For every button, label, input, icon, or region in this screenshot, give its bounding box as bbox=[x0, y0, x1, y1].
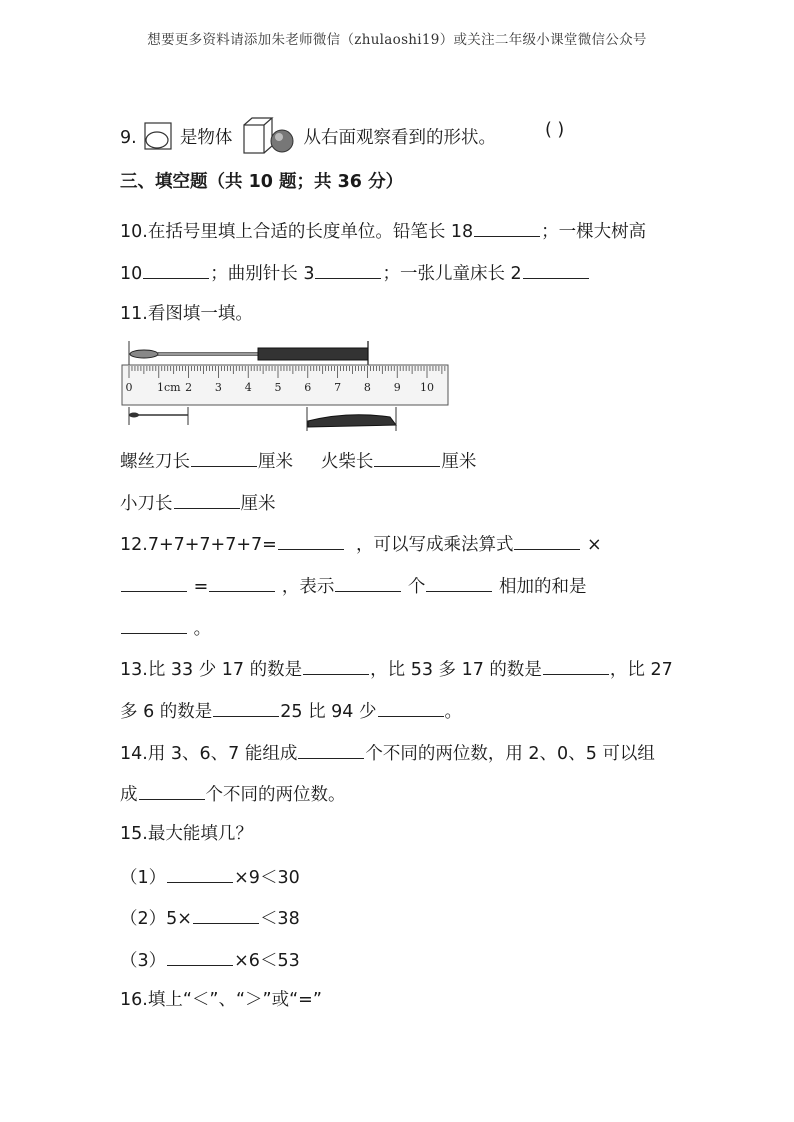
question-10-line-2 bbox=[120, 260, 590, 286]
answer-blank[interactable] bbox=[193, 905, 259, 924]
answer-blank[interactable] bbox=[543, 656, 609, 675]
answer-blank[interactable] bbox=[167, 864, 233, 883]
question-text: × bbox=[587, 535, 602, 555]
question-text: 个不同的两位数。 bbox=[205, 785, 346, 805]
question-text: 火柴长 bbox=[320, 452, 374, 472]
question-text: 。 bbox=[193, 619, 212, 639]
answer-blank[interactable] bbox=[426, 573, 492, 592]
circle-shape-figure bbox=[144, 122, 172, 150]
question-text: 厘米 bbox=[441, 452, 477, 472]
match-image bbox=[129, 407, 188, 425]
ruler-label: 10 bbox=[420, 381, 434, 394]
question-text: 是物体 bbox=[179, 128, 233, 148]
question-15-title: 15.最大能填几？ bbox=[120, 824, 253, 844]
item-text: ＜38 bbox=[259, 909, 300, 929]
question-15-item-2 bbox=[120, 905, 300, 931]
ruler-label: 0 bbox=[125, 381, 133, 394]
answer-blank[interactable] bbox=[278, 531, 344, 550]
question-16-title: 16.填上“＜”、“＞”或“=” bbox=[120, 990, 322, 1010]
question-10-line-1 bbox=[120, 218, 646, 244]
ruler-label: 1cm bbox=[157, 381, 181, 394]
question-13-line-2 bbox=[120, 698, 462, 724]
question-9 bbox=[120, 115, 496, 155]
question-text: 25 比 94 少 bbox=[280, 702, 377, 722]
answer-blank[interactable] bbox=[335, 573, 401, 592]
cube-and-sphere-figure bbox=[240, 115, 296, 155]
question-text: 14.用 3、6、7 能组成 bbox=[120, 744, 298, 764]
question-text: 13.比 33 少 17 的数是 bbox=[120, 660, 303, 680]
answer-blank[interactable] bbox=[474, 218, 540, 237]
ruler-label: 3 bbox=[214, 381, 222, 394]
question-text: ；一棵大树高 bbox=[541, 222, 647, 242]
question-15-item-1 bbox=[120, 864, 300, 890]
item-prefix: （2）5× bbox=[120, 909, 192, 929]
question-text: ；曲别针长 3 bbox=[210, 264, 315, 284]
question-text: 10.在括号里填上合适的长度单位。铅笔长 18 bbox=[120, 222, 474, 242]
question-13-line-1 bbox=[120, 656, 673, 682]
question-12-line-1 bbox=[120, 531, 602, 557]
section-title: 三、填空题（共 10 题；共 36 分） bbox=[120, 172, 404, 192]
answer-parentheses[interactable]: ( ) bbox=[545, 120, 565, 140]
question-text: 厘米 bbox=[258, 452, 293, 472]
ruler bbox=[122, 365, 448, 405]
knife-image bbox=[307, 407, 396, 431]
question-text: 12.7+7+7+7+7= bbox=[120, 535, 277, 555]
ruler-label: 4 bbox=[244, 381, 252, 394]
answer-blank[interactable] bbox=[121, 573, 187, 592]
question-11-title: 11.看图填一填。 bbox=[120, 304, 253, 324]
item-prefix: （3） bbox=[120, 951, 167, 971]
item-prefix: （1） bbox=[120, 868, 167, 888]
answer-blank[interactable] bbox=[191, 448, 257, 467]
answer-blank[interactable] bbox=[143, 260, 209, 279]
question-text: 小刀长 bbox=[120, 494, 173, 514]
screwdriver-image bbox=[130, 341, 368, 365]
question-12-line-2 bbox=[120, 573, 586, 599]
question-text: ，可以写成乘法算式 bbox=[355, 535, 514, 555]
item-text: ×6＜53 bbox=[234, 951, 300, 971]
answer-blank[interactable] bbox=[378, 698, 444, 717]
question-number: 9. bbox=[120, 128, 137, 148]
question-11-line-1 bbox=[120, 448, 476, 474]
question-11-line-2 bbox=[120, 490, 276, 516]
question-text-continued: 从右面观察看到的形状。 bbox=[303, 128, 497, 148]
question-text: 10 bbox=[120, 264, 143, 284]
ruler-label: 5 bbox=[274, 381, 282, 394]
question-text: ，比 27 bbox=[609, 660, 673, 680]
answer-blank[interactable] bbox=[121, 615, 187, 634]
question-text: 多 6 的数是 bbox=[120, 702, 213, 722]
question-text: 相加的和是 bbox=[498, 577, 587, 597]
question-text: ，比 53 多 17 的数是 bbox=[370, 660, 542, 680]
answer-blank[interactable] bbox=[523, 260, 589, 279]
answer-blank[interactable] bbox=[213, 698, 279, 717]
answer-blank[interactable] bbox=[298, 740, 364, 759]
question-text: 。 bbox=[444, 702, 462, 722]
question-text: 个 bbox=[407, 577, 426, 597]
question-14-line-1 bbox=[120, 740, 655, 766]
answer-blank[interactable] bbox=[209, 573, 275, 592]
question-12-line-3 bbox=[120, 615, 211, 641]
question-text: 厘米 bbox=[240, 494, 276, 514]
item-text: ×9＜30 bbox=[234, 868, 300, 888]
answer-blank[interactable] bbox=[374, 448, 440, 467]
ruler-label: 6 bbox=[304, 381, 312, 394]
ruler-figure bbox=[118, 335, 453, 439]
page-header: 想要更多资料请添加朱老师微信（zhulaoshi19）或关注二年级小课堂微信公众号 bbox=[147, 32, 647, 48]
ruler-label: 7 bbox=[334, 381, 342, 394]
ruler-label: 2 bbox=[185, 381, 193, 394]
question-text: ，表示 bbox=[281, 577, 335, 597]
ruler-label: 9 bbox=[393, 381, 401, 394]
answer-blank[interactable] bbox=[315, 260, 381, 279]
answer-blank[interactable] bbox=[139, 781, 205, 800]
question-text: 个不同的两位数，用 2、0、5 可以组 bbox=[365, 744, 655, 764]
question-text: = bbox=[193, 577, 209, 597]
answer-blank[interactable] bbox=[514, 531, 580, 550]
question-text: 螺丝刀长 bbox=[120, 452, 190, 472]
answer-blank[interactable] bbox=[167, 947, 233, 966]
question-text: ；一张儿童床长 2 bbox=[382, 264, 522, 284]
question-15-item-3 bbox=[120, 947, 300, 973]
ruler-label: 8 bbox=[363, 381, 371, 394]
answer-blank[interactable] bbox=[174, 490, 240, 509]
answer-blank[interactable] bbox=[303, 656, 369, 675]
question-text: 成 bbox=[120, 785, 138, 805]
question-14-line-2 bbox=[120, 781, 346, 807]
